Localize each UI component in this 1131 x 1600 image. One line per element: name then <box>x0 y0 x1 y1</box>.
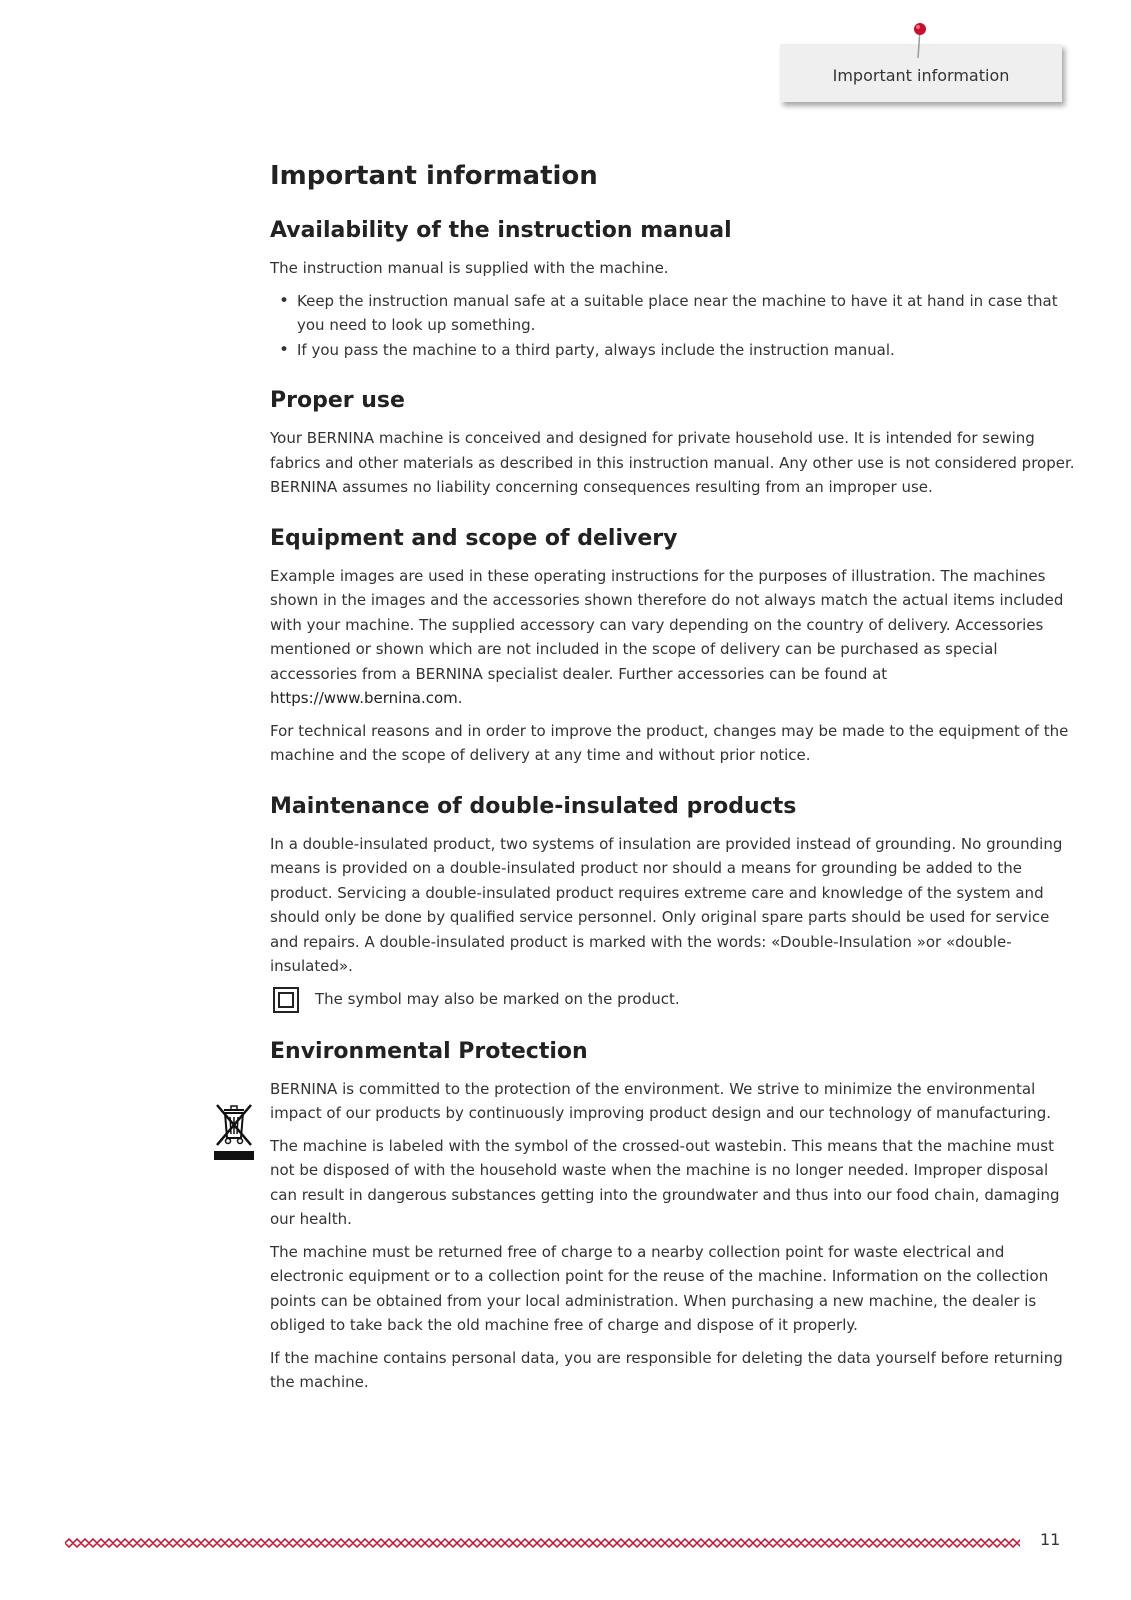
environment-p3: The machine must be returned free of charge to a nearby collection point for waste electrical and electronic equipment or to a collection point for the reuse of the machine. Information on the collection points can be obtained from your local administration. When purchasing a new machine, the dealer is obliged to take back the old machine free of charge and dispose of it properly. <box>270 1242 1049 1334</box>
page-number: 11 <box>1040 1530 1061 1549</box>
zigzag-stitch-decoration <box>65 1538 1020 1548</box>
environment-heading: Environmental Protection <box>270 1038 588 1064</box>
double-insulation-row <box>270 987 1075 1013</box>
proper-use-body: Your BERNINA machine is conceived and designed for private household use. It is intended for sewing fabrics and other materials as described in this instruction manual. Any other use is not considered proper. BERNINA assumes no liability concerning consequences resulting from an improper use. <box>270 429 1075 496</box>
environment-p1: BERNINA is committed to the protection of the environment. We strive to minimize the environmental impact of our products by continuously improving product design and our technology of manufacturing. <box>270 1079 1052 1122</box>
main-content <box>270 160 1075 1419</box>
equipment-text-end: . <box>457 689 463 707</box>
symbol-note: The symbol may also be marked on the product. <box>315 990 680 1009</box>
list-item: • If you pass the machine to a third party, always include the instruction manual. <box>270 338 1075 363</box>
environment-section <box>270 1037 1075 1395</box>
crossed-out-wastebin-icon <box>214 1104 254 1162</box>
header-tab-label: Important information <box>832 66 1010 85</box>
maintenance-section <box>270 792 1075 1013</box>
pushpin-icon <box>910 20 930 60</box>
environment-p2: The machine is labeled with the symbol of the crossed-out wastebin. This means that the machine must not be disposed of with the household waste when the machine is no longer needed. Improper disposal can result in dangerous substances getting into the groundwater and thus into our food chain, damaging our health. <box>270 1136 1060 1228</box>
equipment-text: Example images are used in these operating instructions for the purposes of illustration. The machines shown in the images and the accessories shown therefore do not always match the actual items included with your machine. The supplied accessory can vary depending on the country of delivery. Accessories mentioned or shown which are not included in the scope of delivery can be purchased as special accessories from a BERNINA specialist dealer. Further accessories can be found at <box>270 566 1064 683</box>
equipment-section <box>270 524 1075 768</box>
equipment-body-1 <box>270 564 1075 711</box>
double-insulation-icon <box>273 987 299 1013</box>
list-item: • Keep the instruction manual safe at a suitable place near the machine to have it at hand in case that you need to look up something. <box>270 289 1075 338</box>
proper-use-section <box>270 386 1075 500</box>
availability-section <box>270 216 1075 362</box>
availability-heading: Availability of the instruction manual <box>270 218 732 243</box>
environment-p4: If the machine contains personal data, you are responsible for deleting the data yourself before returning the machine. <box>270 1348 1063 1391</box>
availability-intro: The instruction manual is supplied with the machine. <box>270 259 669 277</box>
availability-list <box>270 289 1075 363</box>
maintenance-body: In a double-insulated product, two systems of insulation are provided instead of grounding. No grounding means is provided on a double-insulated product nor should a means for grounding be added to the product. Servicing a double-insulated product requires extreme care and knowledge of the system and should only be done by qualified service personnel. Only original spare parts should be used for service and repairs. A double-insulated product is marked with the words: «Double-Insulation »or «double-insulated». <box>270 834 1063 975</box>
bernina-link[interactable]: https://www.bernina.com <box>270 689 458 707</box>
equipment-heading: Equipment and scope of delivery <box>270 525 678 551</box>
maintenance-heading: Maintenance of double-insulated products <box>270 793 797 819</box>
page-title: Important information <box>270 161 598 191</box>
equipment-body-2: For technical reasons and in order to improve the product, changes may be made to the equipment of the machine and the scope of delivery at any time and without prior notice. <box>270 721 1069 764</box>
proper-use-heading: Proper use <box>270 388 405 413</box>
